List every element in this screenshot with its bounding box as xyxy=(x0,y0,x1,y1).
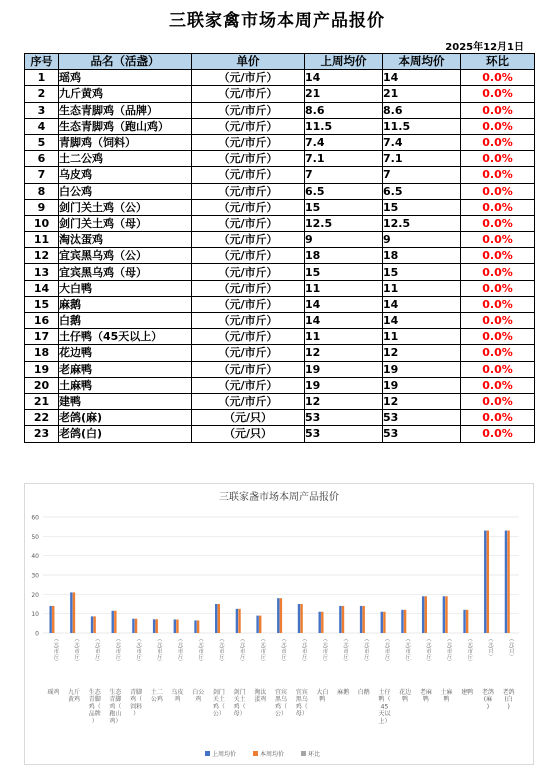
row-name: 老麻鸭 xyxy=(59,361,192,377)
row-no: 5 xyxy=(25,134,59,150)
row-unit: （元/市斤） xyxy=(192,151,305,167)
row-last-week: 11 xyxy=(305,329,383,345)
chart-title: 三联家盏市场本周产品报价 xyxy=(219,492,339,503)
x-category-label: 剑门关土鸡（公） xyxy=(212,689,225,718)
row-unit: （元/市斤） xyxy=(192,86,305,102)
row-no: 14 xyxy=(25,280,59,296)
x-category-label: 老麻鸭 xyxy=(419,689,432,704)
x-unit-label: （元/市斤） xyxy=(404,636,411,665)
row-this-week: 18 xyxy=(383,248,461,264)
row-last-week: 11 xyxy=(305,280,383,296)
x-unit-label: （元/只） xyxy=(507,636,514,659)
bar-last-week xyxy=(49,606,51,633)
row-this-week: 7 xyxy=(383,167,461,183)
row-last-week: 53 xyxy=(305,426,383,442)
row-unit: （元/市斤） xyxy=(192,329,305,345)
row-this-week: 12 xyxy=(383,393,461,409)
row-name: 麻鹅 xyxy=(59,296,192,312)
table-row xyxy=(25,377,535,393)
x-unit-label: （元/市斤） xyxy=(73,636,80,665)
row-name: 大白鸭 xyxy=(59,280,192,296)
row-no: 23 xyxy=(25,426,59,442)
bar-last-week xyxy=(443,596,445,633)
legend-swatch xyxy=(253,751,258,756)
row-unit: （元/市斤） xyxy=(192,361,305,377)
row-this-week: 15 xyxy=(383,199,461,215)
row-ratio: 0.0% xyxy=(461,280,535,296)
row-ratio: 0.0% xyxy=(461,377,535,393)
row-this-week: 14 xyxy=(383,70,461,86)
bar-last-week xyxy=(174,619,176,633)
row-ratio: 0.0% xyxy=(461,296,535,312)
bar-this-week xyxy=(238,609,240,633)
y-tick-label: 0 xyxy=(35,630,39,638)
row-no: 8 xyxy=(25,183,59,199)
row-no: 3 xyxy=(25,102,59,118)
row-unit: （元/市斤） xyxy=(192,248,305,264)
x-category-label: 白公鸡 xyxy=(192,689,205,704)
row-name: 花边鸭 xyxy=(59,345,192,361)
row-no: 17 xyxy=(25,329,59,345)
table-row xyxy=(25,232,535,248)
row-name: 剑门关土鸡（母） xyxy=(59,215,192,231)
x-unit-label: （元/市斤） xyxy=(342,636,349,665)
row-last-week: 15 xyxy=(305,199,383,215)
row-last-week: 6.5 xyxy=(305,183,383,199)
x-unit-label: （元/市斤） xyxy=(362,636,369,665)
x-category-label: 花边鸭 xyxy=(399,689,412,704)
page-title: 三联家禽市场本周产品报价 xyxy=(169,11,385,31)
x-category-label: 瑶鸡 xyxy=(47,689,60,696)
price-table xyxy=(24,53,535,443)
row-ratio: 0.0% xyxy=(461,102,535,118)
y-tick-label: 60 xyxy=(31,514,39,522)
header-unit: 单价 xyxy=(192,54,305,70)
row-unit: （元/市斤） xyxy=(192,102,305,118)
bar-this-week xyxy=(342,606,344,633)
row-ratio: 0.0% xyxy=(461,183,535,199)
row-last-week: 12.5 xyxy=(305,215,383,231)
bar-this-week xyxy=(425,596,427,633)
row-unit: （元/市斤） xyxy=(192,393,305,409)
x-category-label: 建鸭 xyxy=(461,689,474,696)
x-category-label: 宜宾黑乌鸡（公） xyxy=(274,689,288,718)
bar-this-week xyxy=(218,604,220,633)
row-unit: （元/只） xyxy=(192,410,305,426)
row-no: 9 xyxy=(25,199,59,215)
row-unit: （元/市斤） xyxy=(192,215,305,231)
row-name: 宜宾黑乌鸡（母） xyxy=(59,264,192,280)
x-unit-label: （元/市斤） xyxy=(445,636,452,665)
row-name: 青脚鸡（饲料） xyxy=(59,134,192,150)
bar-this-week xyxy=(507,531,509,633)
row-no: 22 xyxy=(25,410,59,426)
x-unit-label: （元/市斤） xyxy=(466,636,473,665)
row-name: 白公鸡 xyxy=(59,183,192,199)
row-no: 11 xyxy=(25,232,59,248)
row-ratio: 0.0% xyxy=(461,426,535,442)
bar-last-week xyxy=(318,612,320,633)
row-name: 土二公鸡 xyxy=(59,151,192,167)
row-this-week: 15 xyxy=(383,264,461,280)
row-no: 13 xyxy=(25,264,59,280)
row-last-week: 7 xyxy=(305,167,383,183)
row-unit: （元/市斤） xyxy=(192,199,305,215)
legend-label: 环比 xyxy=(308,751,321,758)
row-last-week: 9 xyxy=(305,232,383,248)
row-unit: （元/市斤） xyxy=(192,118,305,134)
bar-last-week xyxy=(360,606,362,633)
row-unit: （元/市斤） xyxy=(192,345,305,361)
row-name: 生态青脚鸡（品牌） xyxy=(59,102,192,118)
row-no: 6 xyxy=(25,151,59,167)
legend-swatch xyxy=(205,751,210,756)
table-row xyxy=(25,361,535,377)
row-this-week: 7.1 xyxy=(383,151,461,167)
table-row xyxy=(25,313,535,329)
x-unit-label: （元/市斤） xyxy=(321,636,328,665)
header-last-week: 上周均价 xyxy=(305,54,383,70)
table-row xyxy=(25,102,535,118)
bar-this-week xyxy=(362,606,364,633)
row-this-week: 53 xyxy=(383,426,461,442)
header-this-week: 本周均价 xyxy=(383,54,461,70)
x-category-label: 土仔鸭（ 45 天以上） xyxy=(378,689,391,725)
table-header-row xyxy=(25,54,535,70)
price-bar-chart xyxy=(25,484,533,764)
row-last-week: 21 xyxy=(305,86,383,102)
x-category-label: 白鹅 xyxy=(357,689,370,696)
row-ratio: 0.0% xyxy=(461,199,535,215)
row-unit: （元/市斤） xyxy=(192,377,305,393)
table-row xyxy=(25,134,535,150)
table-row xyxy=(25,215,535,231)
row-name: 九斤黄鸡 xyxy=(59,86,192,102)
table-row xyxy=(25,183,535,199)
row-this-week: 9 xyxy=(383,232,461,248)
bar-last-week xyxy=(132,619,134,633)
y-tick-label: 40 xyxy=(31,553,39,561)
header-no: 序号 xyxy=(25,54,59,70)
x-category-label: 淘汰蛋鸡 xyxy=(254,689,267,704)
row-unit: （元/市斤） xyxy=(192,313,305,329)
legend-label: 上周均价 xyxy=(212,751,237,758)
row-last-week: 19 xyxy=(305,377,383,393)
x-category-label: 九斤黄鸡 xyxy=(68,689,81,704)
table-row xyxy=(25,329,535,345)
x-unit-label: （元/市斤） xyxy=(135,636,142,665)
row-this-week: 21 xyxy=(383,86,461,102)
x-unit-label: （元/市斤） xyxy=(155,636,162,665)
bar-last-week xyxy=(401,610,403,633)
bar-this-week xyxy=(300,604,302,633)
table-row xyxy=(25,426,535,442)
bar-this-week xyxy=(280,598,282,633)
table-row xyxy=(25,264,535,280)
row-unit: （元/只） xyxy=(192,426,305,442)
x-unit-label: （元/市斤） xyxy=(114,636,121,665)
row-unit: （元/市斤） xyxy=(192,134,305,150)
table-row xyxy=(25,70,535,86)
row-name: 土仔鸭（45天以上） xyxy=(59,329,192,345)
row-no: 10 xyxy=(25,215,59,231)
row-this-week: 11.5 xyxy=(383,118,461,134)
row-name: 宜宾黑乌鸡（公） xyxy=(59,248,192,264)
table-row xyxy=(25,410,535,426)
x-unit-label: （元/市斤） xyxy=(424,636,431,665)
legend-label: 本周均价 xyxy=(260,751,285,758)
row-this-week: 19 xyxy=(383,361,461,377)
table-row xyxy=(25,296,535,312)
row-last-week: 14 xyxy=(305,70,383,86)
row-ratio: 0.0% xyxy=(461,361,535,377)
bar-this-week xyxy=(52,606,54,633)
header-ratio: 环比 xyxy=(461,54,535,70)
row-unit: （元/市斤） xyxy=(192,232,305,248)
legend-swatch xyxy=(301,751,306,756)
row-last-week: 12 xyxy=(305,393,383,409)
row-ratio: 0.0% xyxy=(461,167,535,183)
row-this-week: 12 xyxy=(383,345,461,361)
row-unit: （元/市斤） xyxy=(192,280,305,296)
bar-this-week xyxy=(93,616,95,633)
row-no: 12 xyxy=(25,248,59,264)
x-unit-label: （元/市斤） xyxy=(93,636,100,665)
x-unit-label: （元/市斤） xyxy=(259,636,266,665)
table-row xyxy=(25,199,535,215)
row-this-week: 19 xyxy=(383,377,461,393)
row-last-week: 8.6 xyxy=(305,102,383,118)
table-row xyxy=(25,167,535,183)
row-name: 乌皮鸡 xyxy=(59,167,192,183)
table-row xyxy=(25,393,535,409)
row-ratio: 0.0% xyxy=(461,313,535,329)
table-row xyxy=(25,86,535,102)
bar-last-week xyxy=(277,598,279,633)
row-ratio: 0.0% xyxy=(461,345,535,361)
row-this-week: 53 xyxy=(383,410,461,426)
row-no: 4 xyxy=(25,118,59,134)
y-tick-label: 20 xyxy=(31,591,39,599)
row-this-week: 8.6 xyxy=(383,102,461,118)
row-unit: （元/市斤） xyxy=(192,296,305,312)
row-this-week: 11 xyxy=(383,329,461,345)
price-chart xyxy=(24,483,534,765)
row-name: 白鹅 xyxy=(59,313,192,329)
row-last-week: 12 xyxy=(305,345,383,361)
row-name: 瑶鸡 xyxy=(59,70,192,86)
report-date: 2025年12月1日 xyxy=(445,42,524,53)
bar-this-week xyxy=(445,596,447,633)
bar-this-week xyxy=(259,616,261,633)
row-unit: （元/市斤） xyxy=(192,264,305,280)
row-last-week: 15 xyxy=(305,264,383,280)
bar-this-week xyxy=(487,531,489,633)
row-no: 15 xyxy=(25,296,59,312)
row-ratio: 0.0% xyxy=(461,134,535,150)
bar-last-week xyxy=(505,531,507,633)
row-no: 7 xyxy=(25,167,59,183)
row-last-week: 14 xyxy=(305,313,383,329)
bar-this-week xyxy=(466,610,468,633)
bar-last-week xyxy=(194,620,196,633)
row-ratio: 0.0% xyxy=(461,329,535,345)
table-row xyxy=(25,280,535,296)
x-unit-label: （元/只） xyxy=(486,636,493,659)
x-unit-label: （元/市斤） xyxy=(52,636,59,665)
bar-this-week xyxy=(383,612,385,633)
row-name: 土麻鸭 xyxy=(59,377,192,393)
row-this-week: 14 xyxy=(383,296,461,312)
x-unit-label: （元/市斤） xyxy=(383,636,390,665)
bar-this-week xyxy=(404,610,406,633)
y-tick-label: 30 xyxy=(31,572,39,580)
row-last-week: 7.4 xyxy=(305,134,383,150)
row-unit: （元/市斤） xyxy=(192,70,305,86)
row-this-week: 6.5 xyxy=(383,183,461,199)
row-ratio: 0.0% xyxy=(461,215,535,231)
row-no: 18 xyxy=(25,345,59,361)
bar-last-week xyxy=(484,531,486,633)
row-this-week: 12.5 xyxy=(383,215,461,231)
bar-last-week xyxy=(236,609,238,633)
x-category-label: 宜宾黑乌鸡（母） xyxy=(295,689,308,718)
row-last-week: 19 xyxy=(305,361,383,377)
x-category-label: 土二公鸡 xyxy=(150,689,163,704)
row-name: 老鸽(麻) xyxy=(59,410,192,426)
x-unit-label: （元/市斤） xyxy=(238,636,245,665)
bar-last-week xyxy=(256,616,258,633)
row-no: 16 xyxy=(25,313,59,329)
row-ratio: 0.0% xyxy=(461,118,535,134)
x-category-label: 大白鸭 xyxy=(316,689,329,704)
row-name: 剑门关土鸡（公） xyxy=(59,199,192,215)
bar-last-week xyxy=(298,604,300,633)
row-last-week: 7.1 xyxy=(305,151,383,167)
x-category-label: 土麻鸭 xyxy=(440,689,453,704)
x-category-label: 老鸽(白) xyxy=(502,689,515,711)
bar-this-week xyxy=(135,619,137,633)
x-category-label: 麻鹅 xyxy=(337,689,350,696)
y-tick-label: 50 xyxy=(31,533,39,541)
row-last-week: 11.5 xyxy=(305,118,383,134)
x-unit-label: （元/市斤） xyxy=(217,636,224,665)
bar-last-week xyxy=(381,612,383,633)
row-name: 淘汰蛋鸡 xyxy=(59,232,192,248)
x-unit-label: （元/市斤） xyxy=(176,636,183,665)
bar-this-week xyxy=(176,619,178,633)
bar-last-week xyxy=(153,619,155,633)
x-category-label: 青脚鸡（饲料） xyxy=(130,689,143,718)
bar-this-week xyxy=(197,620,199,633)
x-unit-label: （元/市斤） xyxy=(300,636,307,665)
row-ratio: 0.0% xyxy=(461,248,535,264)
row-no: 2 xyxy=(25,86,59,102)
row-ratio: 0.0% xyxy=(461,151,535,167)
x-unit-label: （元/市斤） xyxy=(197,636,204,665)
x-category-label: 生态青脚鸡（品牌） xyxy=(88,689,101,725)
row-ratio: 0.0% xyxy=(461,264,535,280)
row-unit: （元/市斤） xyxy=(192,167,305,183)
bar-this-week xyxy=(321,612,323,633)
row-name: 生态青脚鸡（跑山鸡） xyxy=(59,118,192,134)
bar-last-week xyxy=(91,616,93,633)
bar-last-week xyxy=(112,611,114,633)
bar-this-week xyxy=(73,592,75,633)
row-this-week: 7.4 xyxy=(383,134,461,150)
bar-last-week xyxy=(463,610,465,633)
row-this-week: 11 xyxy=(383,280,461,296)
table-row xyxy=(25,248,535,264)
bar-last-week xyxy=(70,592,72,633)
table-row xyxy=(25,151,535,167)
row-ratio: 0.0% xyxy=(461,86,535,102)
header-name: 品名（活盏） xyxy=(59,54,192,70)
x-category-label: 生态青脚鸡（跑山鸡） xyxy=(109,689,122,725)
x-unit-label: （元/市斤） xyxy=(280,636,286,665)
row-no: 20 xyxy=(25,377,59,393)
row-last-week: 14 xyxy=(305,296,383,312)
row-this-week: 14 xyxy=(383,313,461,329)
bar-last-week xyxy=(422,596,424,633)
row-no: 1 xyxy=(25,70,59,86)
bar-last-week xyxy=(215,604,217,633)
bar-this-week xyxy=(156,619,158,633)
row-name: 建鸭 xyxy=(59,393,192,409)
x-category-label: 剑门关土鸡（母） xyxy=(233,689,246,718)
x-category-label: 乌皮鸡 xyxy=(171,689,184,704)
row-no: 21 xyxy=(25,393,59,409)
y-tick-label: 10 xyxy=(31,611,39,619)
bar-this-week xyxy=(114,611,116,633)
row-name: 老鸽(白) xyxy=(59,426,192,442)
row-last-week: 53 xyxy=(305,410,383,426)
row-last-week: 18 xyxy=(305,248,383,264)
row-ratio: 0.0% xyxy=(461,70,535,86)
bar-last-week xyxy=(339,606,341,633)
table-row xyxy=(25,345,535,361)
row-unit: （元/市斤） xyxy=(192,183,305,199)
row-ratio: 0.0% xyxy=(461,393,535,409)
x-category-label: 老鸽(麻) xyxy=(481,689,494,711)
row-ratio: 0.0% xyxy=(461,410,535,426)
table-row xyxy=(25,118,535,134)
row-ratio: 0.0% xyxy=(461,232,535,248)
row-no: 19 xyxy=(25,361,59,377)
